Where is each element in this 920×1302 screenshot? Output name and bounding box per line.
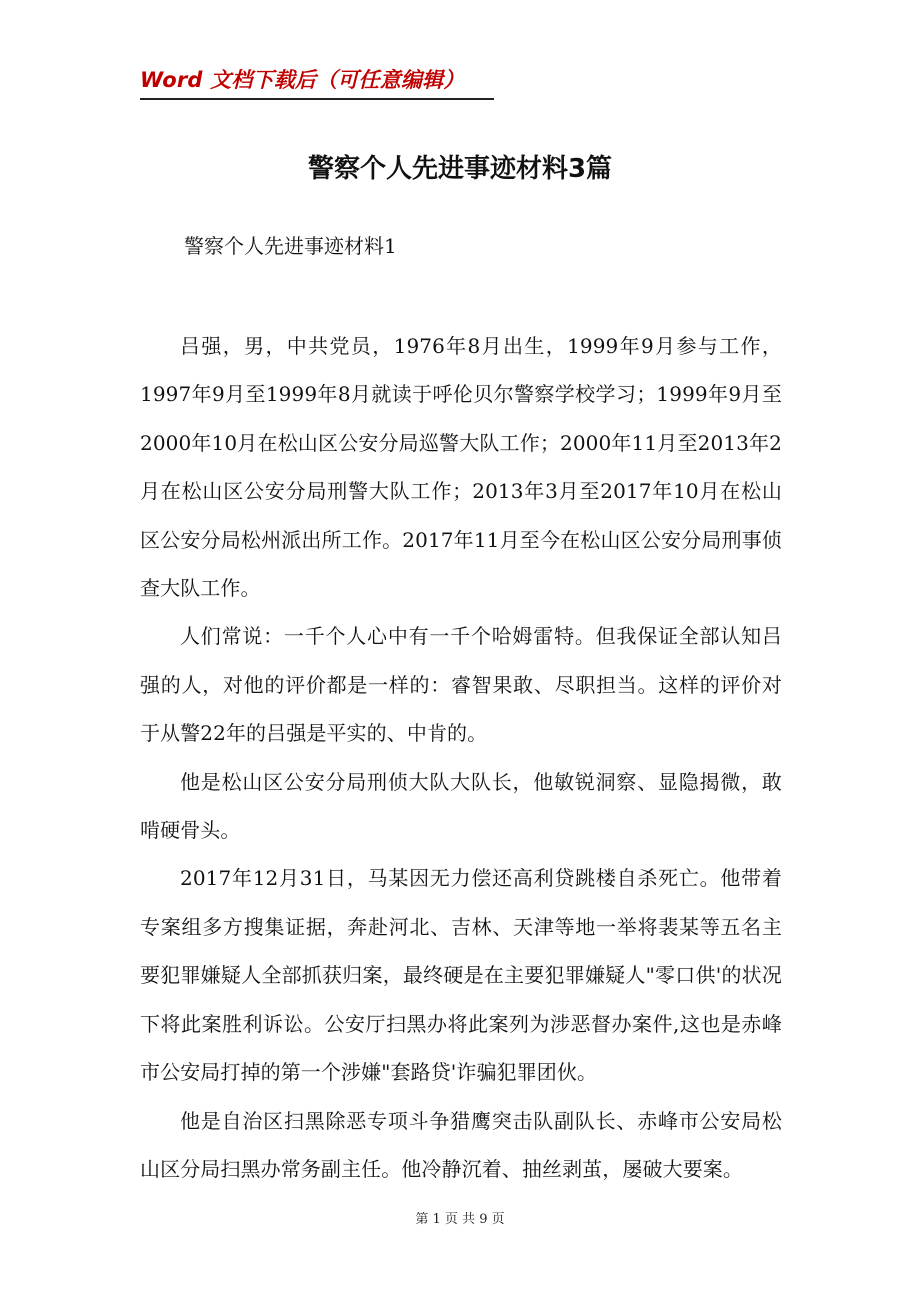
paragraph-role: 他是松山区公安分局刑侦大队大队长，他敏锐洞察、显隐揭微，敢啃硬骨头。 xyxy=(140,769,782,843)
paragraph-biography: 吕强，男，中共党员，1976年8月出生，1999年9月参与工作，1997年9月至1999年8月就读于呼伦贝尔警察学校学习；1999年9月至2000年10月在松山区公安分局巡警大队工作；2000年11月至2013年2月在松山区公安分局刑警大队工作；2013年3月至2017年10月在松山区公安分局松州派出所工作。2017年11月至今在松山区公安分局刑事侦查大队工作。 xyxy=(140,334,782,601)
paragraph-case: 2017年12月31日，马某因无力偿还高利贷跳楼自杀死亡。他带着专案组多方搜集证据，奔赴河北、吉林、天津等地一举将裴某等五名主要犯罪嫌疑人全部抓获归案，最终硬是在主要犯罪嫌疑人"零口供'的状况下将此案胜利诉讼。公安厅扫黑办将此案列为涉恶督办案件,这也是赤峰市公安局打掉的第一个涉嫌"套路贷'诈骗犯罪团伙。 xyxy=(140,866,782,1085)
download-banner xyxy=(140,64,494,100)
paragraph-position: 他是自治区扫黑除恶专项斗争猎鹰突击队副队长、赤峰市公安局松山区分局扫黑办常务副主任。他冷静沉着、抽丝剥茧，屡破大要案。 xyxy=(140,1108,782,1181)
page-number: 第 1 页 共 9 页 xyxy=(415,1212,505,1227)
section-subtitle: 警察个人先进事迹材料1 xyxy=(184,234,397,258)
download-banner-text: Word 文档下载后（可任意编辑） xyxy=(140,68,465,92)
document-body xyxy=(140,322,782,1193)
document-title: 警察个人先进事迹材料3篇 xyxy=(307,154,613,184)
paragraph-evaluation: 人们常说：一千个人心中有一千个哈姆雷特。但我保证全部认知吕强的人，对他的评价都是一样的：睿智果敢、尽职担当。这样的评价对于从警22年的吕强是平实的、中肯的。 xyxy=(140,624,782,746)
